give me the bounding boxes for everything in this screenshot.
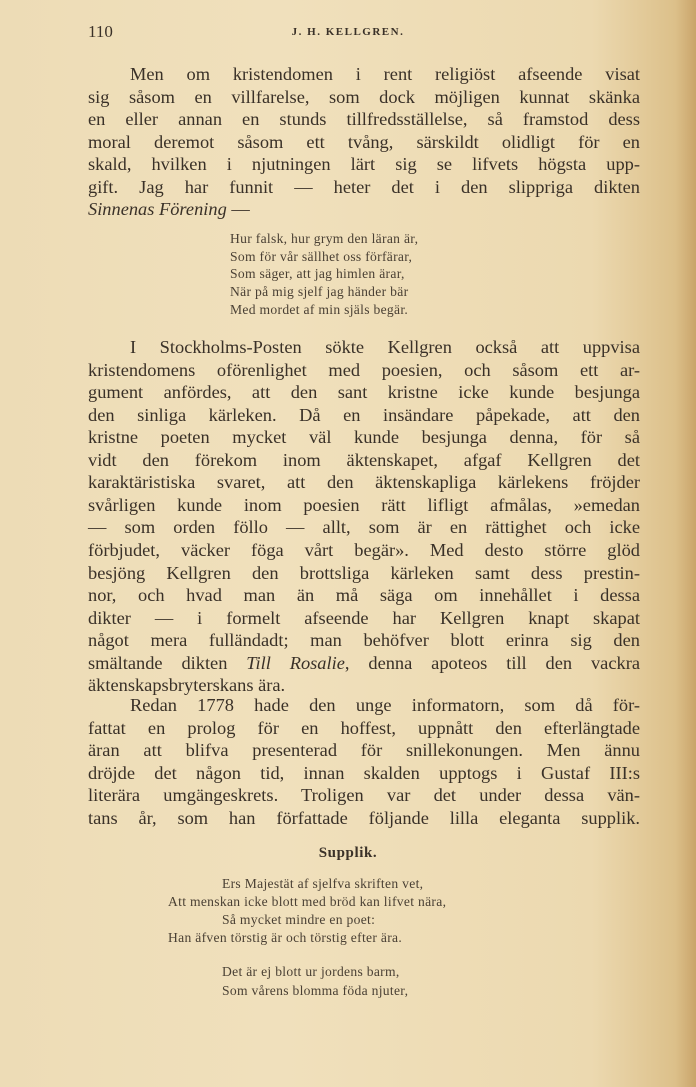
paragraph-2-line: I Stockholms-Posten sökte Kellgren också att uppvisa [130,337,640,357]
paragraph-3-line: fattat en prolog för en hoffest, uppnått den efterlängtade [88,717,640,738]
paragraph-1-line: moral deremot såsom ett tvång, särskildt olidligt för en [88,131,640,152]
paragraph-3-line: tans år, som han författade följande lilla eleganta supplik. [88,807,640,828]
paragraph-3-line: dröjde det någon tid, innan skalden upptogs i Gustaf III:s [88,762,640,783]
poem-1-line: Med mordet af min själs begär. [230,301,409,317]
paragraph-2-line: nor, och hvad man än må säga om innehållet i dessa [88,585,640,606]
poem-1-line: Som för vår sällhet oss förfärar, [230,248,413,264]
work-title: Sinnenas Förening [88,199,227,220]
paragraph-2-line: smältande dikten Till Rosalie, denna apoteos till den vackra [88,652,640,673]
poem-2-line: Ers Majestät af sjelfva skriften vet, [222,876,424,891]
running-head: J. H. KELLGREN. [291,26,405,38]
poem-2-line: Det är ej blott ur jordens barm, [222,964,400,979]
paragraph-2-line: — som orden föllo — allt, som är en rättighet och icke [88,517,640,538]
paragraph-3-line: äran att blifva presenterad för snillekonungen. Men ännu [88,740,640,761]
paragraph-2-line: den sinliga kärleken. Då en insändare påpekade, att den [88,404,640,425]
paragraph-2-line: karaktäristiska svaret, att den äktenskapliga kärlekens fröjder [88,472,640,493]
paragraph-1-line: Men om kristendomen i rent religiöst afseende visat [130,64,640,84]
poem-2-line: Som vårens blomma föda njuter, [222,983,409,998]
paragraph-3-line: literära umgängeskrets. Troligen var det under dessa vän- [88,785,640,806]
paragraph-1-line: Sinnenas Förening — [88,199,250,220]
paragraph-1-line: gift. Jag har funnit — heter det i den slippriga dikten [88,176,640,197]
paragraph-2-line: svårligen kunde inom poesien rätt lifligt afmålas, »emedan [88,494,640,515]
poem-2-line: Han äfven törstig är och törstig efter ära. [168,930,403,945]
paragraph-2-line: besjöng Kellgren den brottsliga kärleken samt dess prestin- [88,562,640,583]
poem-1-line: Hur falsk, hur grym den läran är, [230,231,419,246]
paragraph-2-line: kristendomens oförenlighet med poesien, och såsom ett ar- [88,359,640,380]
paragraph-2-line: dikter — i formelt afseende har Kellgren knapt skapat [88,607,640,628]
paragraph-2-line: äktenskapsbryterskans ära. [88,675,286,696]
paragraph-2-line: vidt den förekom inom äktenskapet, afgaf Kellgren det [88,449,640,470]
paragraph-3-line: Redan 1778 hade den unge informatorn, som då för- [130,695,640,715]
poem-2-line: Så mycket mindre en poet: [222,912,376,927]
paragraph-2-line: gument anfördes, att den sant kristne icke kunde besjunga [88,382,640,403]
poem-1-line: När på mig sjelf jag händer bär [230,284,409,300]
paragraph-2-line: förbjudet, väcker föga vårt begär». Med desto större glöd [88,539,640,560]
paragraph-2-line: kristne poeten mycket väl kunde besjunga denna, för så [88,427,640,448]
paragraph-1-line: en eller annan en stunds tillfredsställelse, så framstod dess [88,109,640,130]
paragraph-1-line: skald, hvilken i njutningen lärt sig se lifvets högsta upp- [88,154,640,175]
paragraph-2-line: något mera fulländadt; man behöfver blott erinra sig den [88,630,640,651]
work-title: Till Rosalie [246,652,345,673]
poem-title: Supplik. [318,845,378,861]
page-number: 110 [88,22,113,41]
poem-1-line: Som säger, att jag himlen ärar, [230,266,405,282]
poem-2-line: Att menskan icke blott med bröd kan lifvet nära, [168,894,447,909]
paragraph-1-line: sig såsom en villfarelse, som dock möjligen kunnat skänka [88,86,640,107]
